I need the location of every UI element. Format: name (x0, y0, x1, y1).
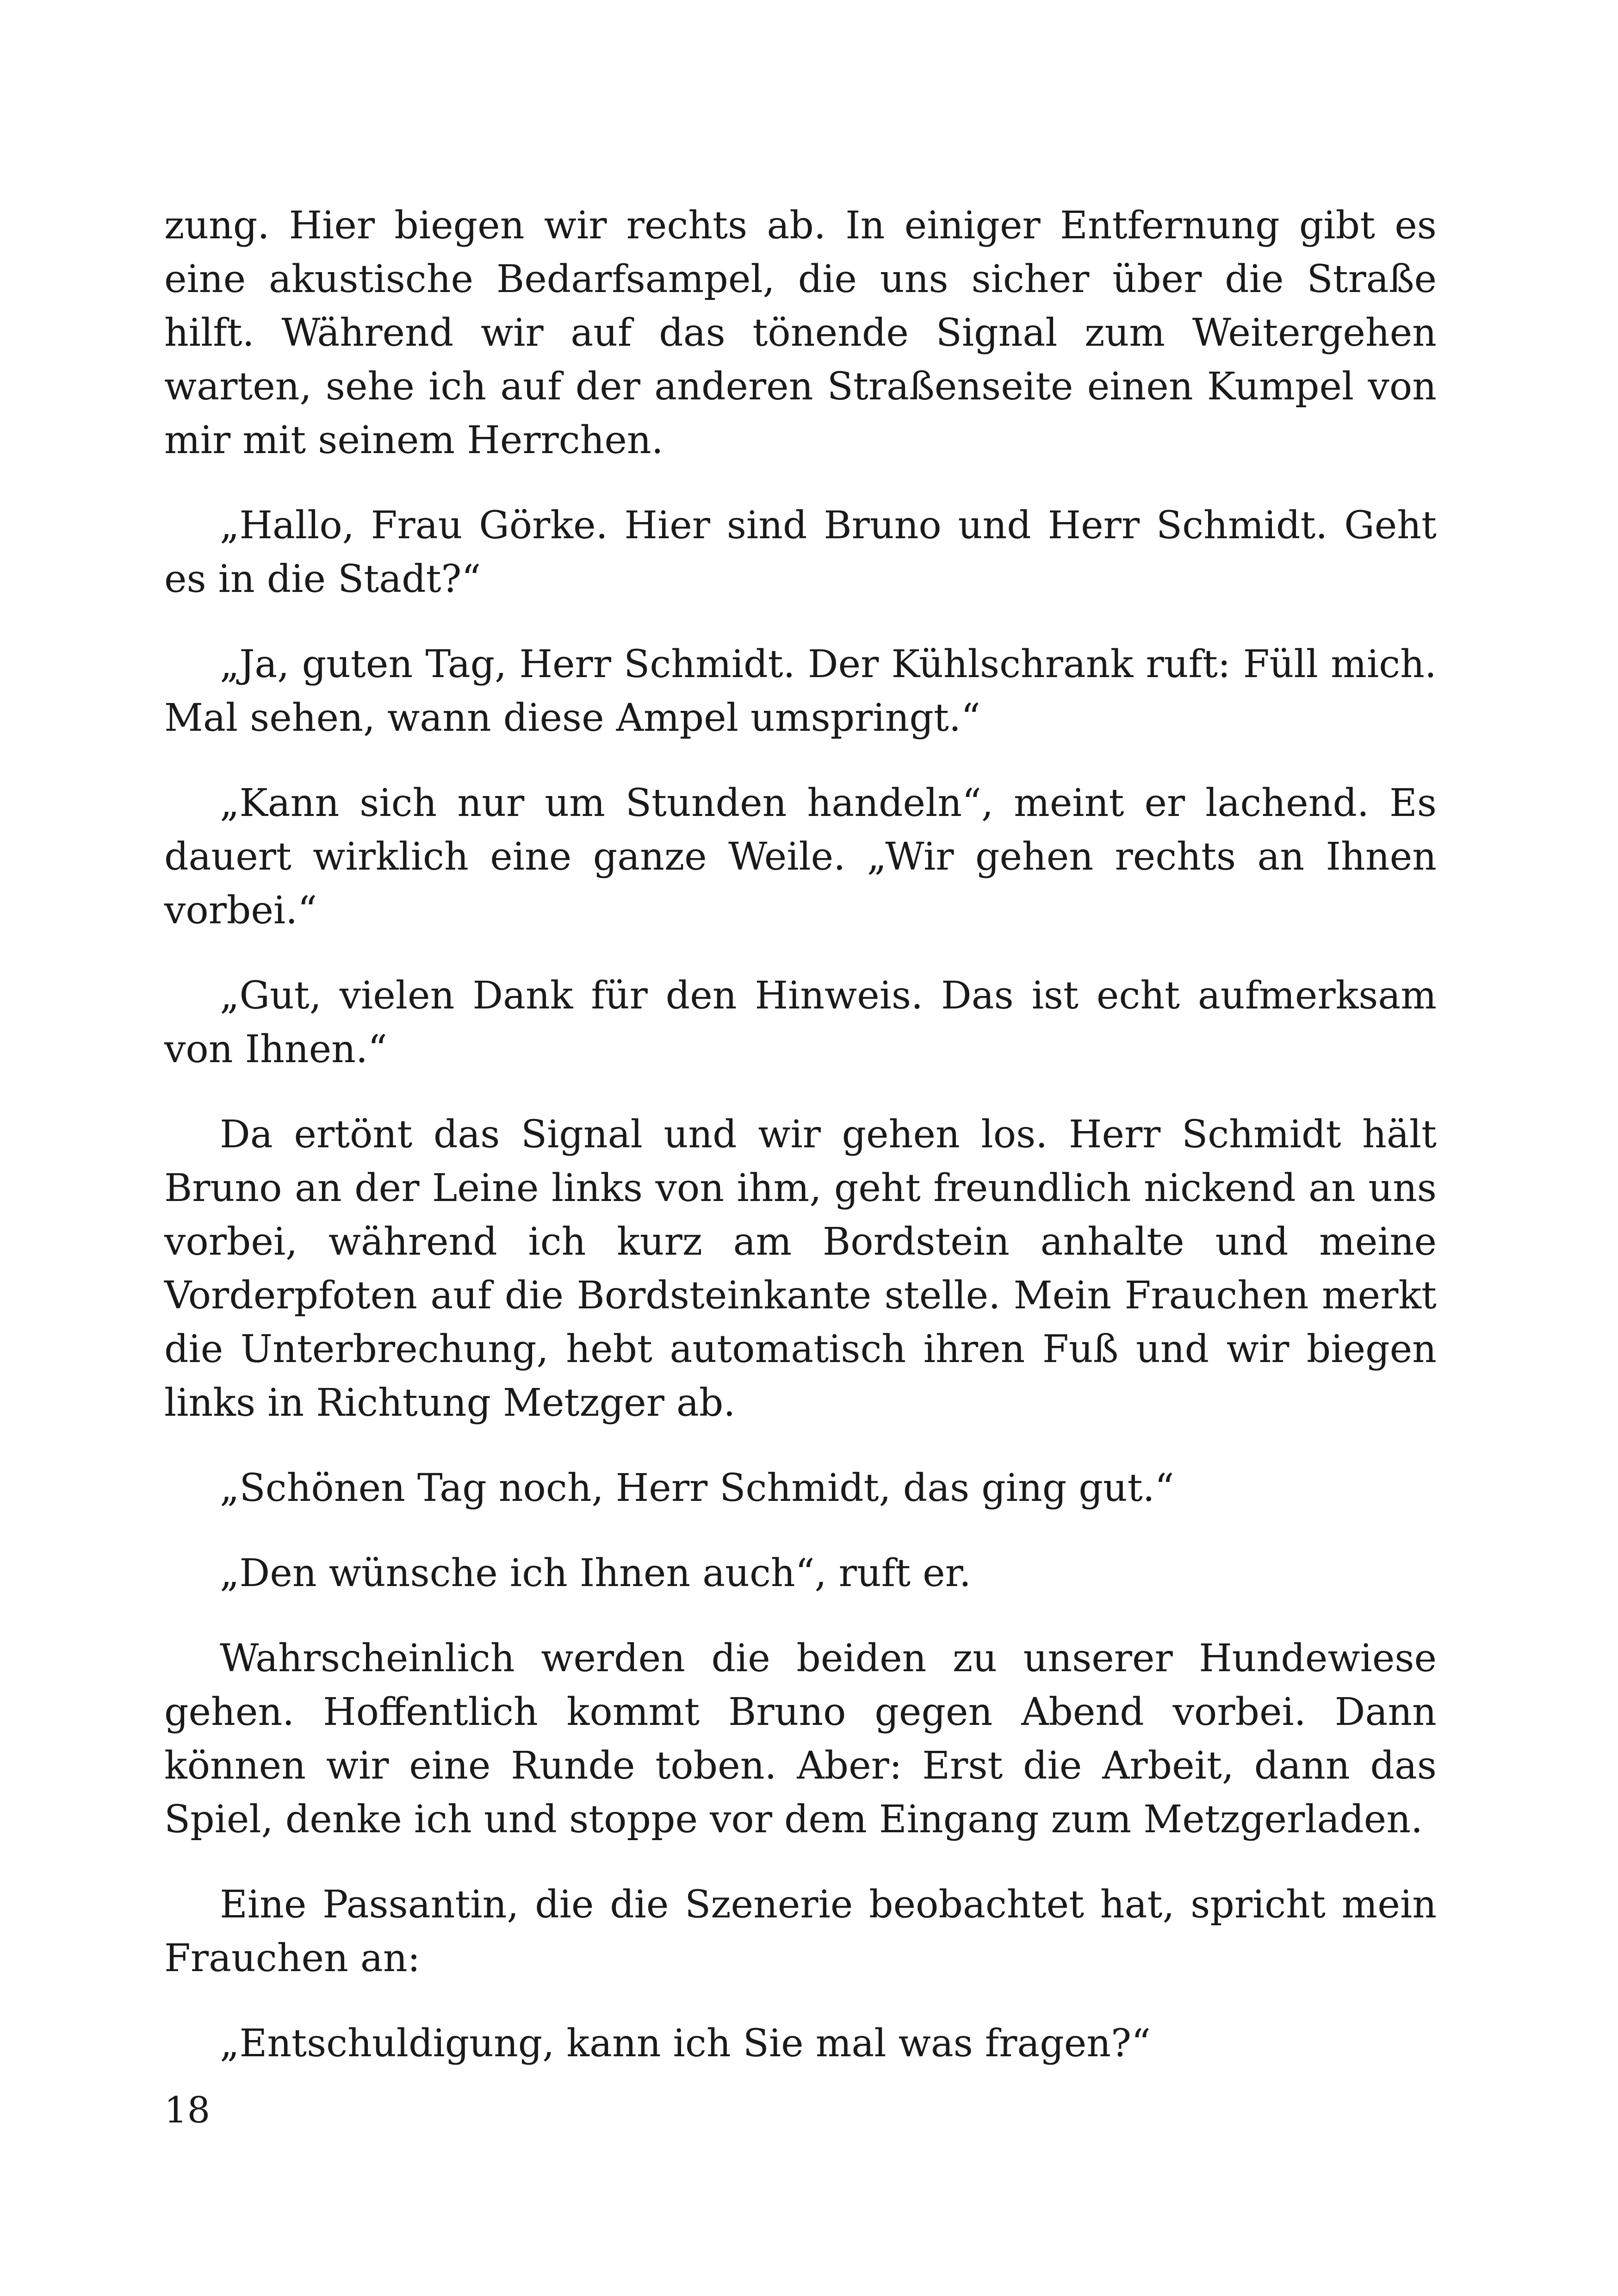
paragraph-9: Wahrscheinlich werden die beiden zu unserer Hundewiese gehen. Hoffentlich kommt Bruno gegen Abend vorbei. Dann können wir eine Runde toben. Aber: Erst die Arbeit, dann das Spiel, denke ich und stoppe vor dem Eingang zum Metzgerladen. (164, 1636, 1437, 1842)
paragraph-1: zung. Hier biegen wir rechts ab. In einiger Entfernung gibt es eine akustische Bedarfsampel, die uns sicher über die Straße hilft. Während wir auf das tönende Signal zum Weitergehen warten, sehe ich auf der anderen Straßenseite einen Kumpel von mir mit seinem Herrchen. (164, 204, 1437, 462)
paragraph-10: Eine Passantin, die die Szenerie beobachtet hat, spricht mein Frauchen an: (164, 1883, 1437, 1980)
page-number: 18 (164, 2090, 211, 2131)
paragraph-3: „Ja, guten Tag, Herr Schmidt. Der Kühlschrank ruft: Füll mich. Mal sehen, wann diese Ampel umspringt.“ (164, 642, 1437, 740)
paragraph-11: „Entschuldigung, kann ich Sie mal was fragen?“ (220, 2022, 1151, 2066)
paragraph-8: „Den wünsche ich Ihnen auch“, ruft er. (220, 1551, 971, 1595)
paragraph-2: „Hallo, Frau Görke. Hier sind Bruno und Herr Schmidt. Geht es in die Stadt?“ (164, 504, 1437, 601)
paragraph-5: „Gut, vielen Dank für den Hinweis. Das ist echt aufmerksam von Ihnen.“ (164, 974, 1437, 1071)
paragraph-7: „Schönen Tag noch, Herr Schmidt, das ging gut.“ (220, 1466, 1174, 1510)
paragraph-4: „Kann sich nur um Stunden handeln“, meint er lachend. Es dauert wirklich eine ganze Weile. „Wir gehen rechts an Ihnen vorbei.“ (164, 781, 1437, 933)
body-text (164, 199, 1437, 2102)
paragraph-6: Da ertönt das Signal und wir gehen los. Herr Schmidt hält Bruno an der Leine links von ihm, geht freundlich nickend an uns vorbei, während ich kurz am Bordstein anhalte und meine Vorderpfoten auf die Bordsteinkante stelle. Mein Frauchen merkt die Unterbrechung, hebt automatisch ihren Fuß und wir biegen links in Richtung Metzger ab. (164, 1113, 1437, 1425)
